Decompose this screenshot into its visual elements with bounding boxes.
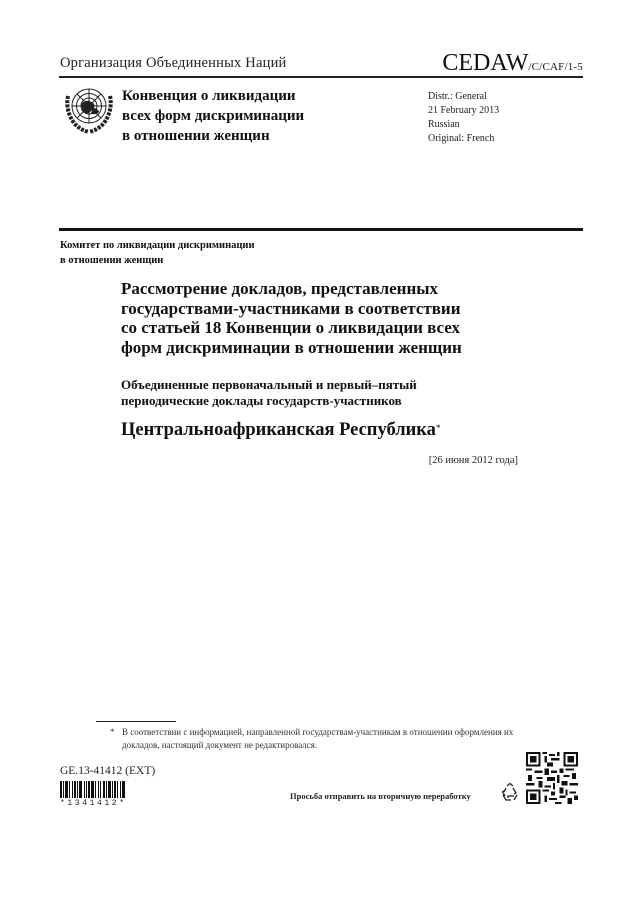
country-heading — [121, 420, 440, 441]
title-line: Рассмотрение докладов, представленных — [121, 279, 439, 298]
footnote — [110, 726, 530, 752]
recycle-notice: Просьба отправить на вторичную переработку — [290, 791, 471, 801]
committee-line: в отношении женщин — [60, 255, 164, 266]
distribution-type: Distr.: General — [428, 91, 487, 102]
distribution-date: 21 February 2013 — [428, 105, 500, 116]
document-subtitle — [121, 377, 541, 409]
footnote-rule — [96, 721, 176, 722]
un-emblem-icon — [63, 82, 115, 134]
footnote-mark: * — [110, 727, 115, 737]
header-rule — [59, 76, 583, 78]
symbol-suffix: /C/CAF/1-5 — [528, 61, 583, 73]
document-title — [121, 279, 541, 357]
distribution-language: Russian — [428, 119, 460, 130]
barcode-icon — [60, 781, 160, 798]
document-code: GE.13-41412 (EXT) — [60, 765, 156, 777]
section-rule — [59, 228, 583, 231]
subtitle-line: периодические доклады государств-участников — [121, 393, 402, 408]
organization-name: Организация Объединенных Наций — [60, 55, 287, 71]
country-name: Центральноафриканская Республика — [121, 420, 436, 440]
barcode-number: *1341412* — [60, 799, 127, 808]
convention-title-line: всех форм дискриминации — [122, 108, 305, 124]
symbol-main: CEDAW — [442, 50, 529, 76]
original-language: Original: French — [428, 133, 495, 144]
footnote-text: В соответствии с информацией, направленной государствам-участникам в отношении оформления их докладов, настоящий документ не редактировался. — [122, 727, 514, 750]
convention-title-line: Конвенция о ликвидации — [122, 88, 296, 104]
document-symbol — [442, 50, 583, 77]
recycle-icon — [500, 782, 520, 802]
committee-line: Комитет по ликвидации дискриминации — [60, 240, 255, 251]
committee-name — [60, 238, 255, 268]
report-date: [26 июня 2012 года] — [428, 455, 518, 466]
distribution-block — [428, 90, 499, 146]
title-line: форм дискриминации в отношении женщин — [121, 337, 462, 357]
qr-code-icon — [526, 752, 578, 804]
title-line: со статьей 18 Конвенции о ликвидации всех — [121, 318, 461, 337]
convention-title — [122, 86, 304, 146]
subtitle-line: Объединенные первоначальный и первый–пятый — [121, 377, 417, 392]
footnote-marker: * — [435, 423, 441, 433]
title-line: государствами-участниками в соответствии — [121, 298, 461, 318]
convention-title-line: в отношении женщин — [122, 128, 270, 144]
